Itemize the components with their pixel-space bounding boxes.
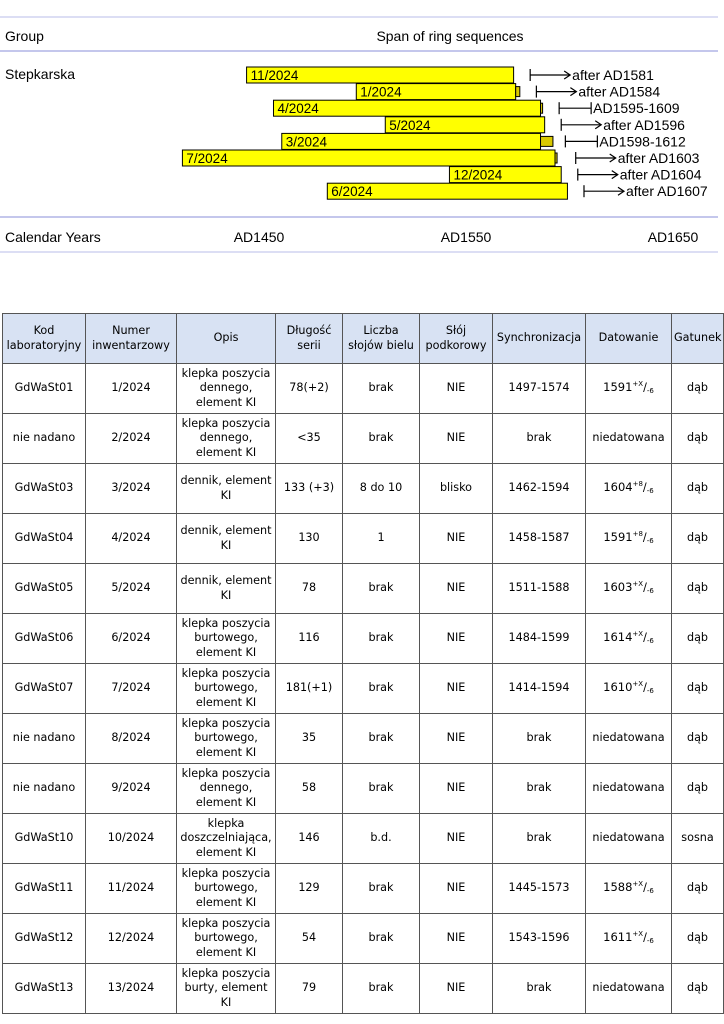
cell-gatunek: dąb bbox=[672, 464, 724, 514]
table-row bbox=[3, 414, 724, 464]
cell-datowanie: niedatowana bbox=[586, 764, 672, 814]
column-header: Długość serii bbox=[276, 314, 343, 364]
dating-sub: -6 bbox=[646, 537, 654, 546]
table-row bbox=[3, 914, 724, 964]
felling-label: after AD1603 bbox=[617, 150, 700, 166]
cell-gatunek: dąb bbox=[672, 414, 724, 464]
cell-datowanie bbox=[586, 914, 672, 964]
cell-opis: klepka poszycia burtowego, element KI bbox=[177, 614, 276, 664]
dating-sup: +X bbox=[632, 680, 644, 689]
felling-label: after AD1596 bbox=[603, 116, 685, 133]
sapwood-segment bbox=[516, 87, 520, 97]
cell-dlugosc: 129 bbox=[276, 864, 343, 914]
cell-podkorowy: NIE bbox=[420, 364, 493, 414]
dating-sup: +X bbox=[632, 930, 644, 939]
cell-datowanie: niedatowana bbox=[586, 714, 672, 764]
dating-year: 1611 bbox=[603, 930, 633, 945]
table-row bbox=[3, 464, 724, 514]
cell-biel: brak bbox=[343, 714, 420, 764]
cell-dlugosc: 35 bbox=[276, 714, 343, 764]
cell-podkorowy: NIE bbox=[420, 714, 493, 764]
chart-footer-label: Calendar Years bbox=[5, 229, 101, 245]
sequence-bars bbox=[182, 67, 708, 199]
cell-opis: klepka poszycia burtowego, element KI bbox=[177, 714, 276, 764]
cell-gatunek: dąb bbox=[672, 364, 724, 414]
column-header: Kod laboratoryjny bbox=[3, 314, 86, 364]
dating-sub: -6 bbox=[646, 387, 654, 396]
axis-ticks bbox=[234, 229, 699, 245]
cell-kod: GdWaSt01 bbox=[3, 364, 86, 414]
cell-kod: nie nadano bbox=[3, 764, 86, 814]
chart-group-name: Stepkarska bbox=[5, 66, 76, 82]
cell-dlugosc: 54 bbox=[276, 914, 343, 964]
dating-year: 1588 bbox=[603, 880, 633, 895]
dating-slash: / bbox=[643, 681, 647, 695]
cell-podkorowy: NIE bbox=[420, 664, 493, 714]
cell-gatunek: dąb bbox=[672, 764, 724, 814]
sequence-label: 12/2024 bbox=[453, 167, 503, 183]
cell-synchronizacja: 1497-1574 bbox=[493, 364, 586, 414]
cell-numer: 8/2024 bbox=[86, 714, 177, 764]
felling-label: after AD1604 bbox=[619, 166, 702, 183]
cell-numer: 2/2024 bbox=[86, 414, 177, 464]
cell-podkorowy: NIE bbox=[420, 414, 493, 464]
axis-tick-label: AD1450 bbox=[233, 229, 285, 245]
cell-gatunek: dąb bbox=[672, 514, 724, 564]
cell-kod: GdWaSt05 bbox=[3, 564, 86, 614]
column-header: Synchronizacja bbox=[493, 314, 586, 364]
dating-sup: +8 bbox=[632, 530, 643, 539]
cell-datowanie bbox=[586, 664, 672, 714]
dating-sub: -6 bbox=[646, 637, 654, 646]
felling-label: AD1595-1609 bbox=[593, 100, 680, 117]
cell-opis: klepka poszycia dennego, element KI bbox=[177, 364, 276, 414]
cell-numer: 5/2024 bbox=[86, 564, 177, 614]
cell-dlugosc: 146 bbox=[276, 814, 343, 864]
cell-biel: brak bbox=[343, 864, 420, 914]
cell-datowanie: niedatowana bbox=[586, 964, 672, 1014]
cell-gatunek: dąb bbox=[672, 664, 724, 714]
table-row bbox=[3, 514, 724, 564]
cell-biel: brak bbox=[343, 914, 420, 964]
cell-kod: GdWaSt07 bbox=[3, 664, 86, 714]
cell-podkorowy: blisko bbox=[420, 464, 493, 514]
dating-sub: -6 bbox=[646, 887, 654, 896]
chart-header-span: Span of ring sequences bbox=[376, 28, 524, 44]
cell-datowanie bbox=[586, 564, 672, 614]
cell-biel: brak bbox=[343, 614, 420, 664]
column-header: Numer inwentarzowy bbox=[86, 314, 177, 364]
cell-opis: klepka poszycia burtowego, element KI bbox=[177, 864, 276, 914]
sequence-label: 11/2024 bbox=[250, 68, 299, 83]
column-header: Datowanie bbox=[586, 314, 672, 364]
dating-year: 1591 bbox=[603, 530, 633, 545]
dating-slash: / bbox=[643, 931, 647, 945]
cell-podkorowy: NIE bbox=[420, 764, 493, 814]
cell-gatunek: dąb bbox=[672, 964, 724, 1014]
cell-dlugosc: 133 (+3) bbox=[276, 464, 343, 514]
cell-datowanie: niedatowana bbox=[586, 814, 672, 864]
felling-label: after AD1607 bbox=[625, 183, 708, 200]
cell-biel: brak bbox=[343, 414, 420, 464]
cell-biel: brak bbox=[343, 564, 420, 614]
cell-numer: 1/2024 bbox=[86, 364, 177, 414]
sapwood-segment bbox=[541, 103, 543, 113]
cell-kod: nie nadano bbox=[3, 714, 86, 764]
cell-numer: 3/2024 bbox=[86, 464, 177, 514]
table-row bbox=[3, 864, 724, 914]
cell-kod: GdWaSt12 bbox=[3, 914, 86, 964]
dating-table bbox=[2, 313, 724, 1014]
table-row bbox=[3, 614, 724, 664]
sequence-label: 5/2024 bbox=[389, 117, 431, 133]
column-header: Gatunek bbox=[672, 314, 724, 364]
sequence-label: 1/2024 bbox=[360, 84, 402, 100]
cell-opis: klepka poszycia burtowego, element KI bbox=[177, 914, 276, 964]
felling-label: AD1598-1612 bbox=[599, 133, 686, 150]
cell-dlugosc: 78 bbox=[276, 564, 343, 614]
dating-sub: -6 bbox=[646, 487, 654, 496]
sapwood-segment bbox=[541, 136, 553, 146]
dating-year: 1603 bbox=[603, 580, 633, 595]
felling-label: after AD1584 bbox=[578, 83, 661, 100]
cell-numer: 10/2024 bbox=[86, 814, 177, 864]
cell-opis: klepka poszycia burty, element KI bbox=[177, 964, 276, 1014]
dating-slash: / bbox=[643, 581, 647, 595]
dating-year: 1610 bbox=[603, 680, 633, 695]
cell-synchronizacja: brak bbox=[493, 764, 586, 814]
cell-opis: dennik, element KI bbox=[177, 514, 276, 564]
dating-sub: -6 bbox=[646, 687, 654, 696]
cell-dlugosc: 130 bbox=[276, 514, 343, 564]
cell-podkorowy: NIE bbox=[420, 964, 493, 1014]
sequence-label: 6/2024 bbox=[331, 184, 373, 200]
cell-dlugosc: 181(+1) bbox=[276, 664, 343, 714]
cell-opis: klepka poszycia burtowego, element KI bbox=[177, 664, 276, 714]
cell-datowanie bbox=[586, 464, 672, 514]
dating-sup: +8 bbox=[632, 480, 643, 489]
cell-numer: 9/2024 bbox=[86, 764, 177, 814]
cell-dlugosc: 79 bbox=[276, 964, 343, 1014]
dating-slash: / bbox=[642, 481, 647, 495]
dating-year: 1614 bbox=[603, 630, 633, 645]
cell-synchronizacja: brak bbox=[493, 414, 586, 464]
table-row bbox=[3, 964, 724, 1014]
cell-kod: nie nadano bbox=[3, 414, 86, 464]
cell-gatunek: dąb bbox=[672, 714, 724, 764]
dating-sup: +X bbox=[632, 630, 644, 639]
cell-kod: GdWaSt04 bbox=[3, 514, 86, 564]
dating-slash: / bbox=[643, 381, 647, 395]
cell-numer: 7/2024 bbox=[86, 664, 177, 714]
cell-opis: klepka poszycia dennego, element KI bbox=[177, 414, 276, 464]
cell-biel: brak bbox=[343, 664, 420, 714]
cell-datowanie: niedatowana bbox=[586, 414, 672, 464]
cell-kod: GdWaSt11 bbox=[3, 864, 86, 914]
table-row bbox=[3, 564, 724, 614]
cell-synchronizacja: brak bbox=[493, 714, 586, 764]
dating-year: 1604 bbox=[603, 480, 633, 495]
cell-podkorowy: NIE bbox=[420, 864, 493, 914]
cell-numer: 11/2024 bbox=[86, 864, 177, 914]
cell-podkorowy: NIE bbox=[420, 564, 493, 614]
cell-synchronizacja: brak bbox=[493, 814, 586, 864]
cell-biel: b.d. bbox=[343, 814, 420, 864]
cell-podkorowy: NIE bbox=[420, 914, 493, 964]
cell-kod: GdWaSt13 bbox=[3, 964, 86, 1014]
sequence-label: 4/2024 bbox=[277, 101, 319, 117]
cell-biel: 8 do 10 bbox=[343, 464, 420, 514]
cell-gatunek: dąb bbox=[672, 864, 724, 914]
cell-dlugosc: 58 bbox=[276, 764, 343, 814]
cell-gatunek: dąb bbox=[672, 914, 724, 964]
sequence-label: 3/2024 bbox=[285, 134, 328, 150]
cell-gatunek: sosna bbox=[672, 814, 724, 864]
cell-podkorowy: NIE bbox=[420, 514, 493, 564]
cell-datowanie bbox=[586, 614, 672, 664]
table-row bbox=[3, 714, 724, 764]
column-header: Opis bbox=[177, 314, 276, 364]
column-header: Słój podkorowy bbox=[420, 314, 493, 364]
cell-synchronizacja: 1462-1594 bbox=[493, 464, 586, 514]
cell-synchronizacja: 1458-1587 bbox=[493, 514, 586, 564]
cell-gatunek: dąb bbox=[672, 614, 724, 664]
sequence-label: 7/2024 bbox=[186, 151, 228, 166]
cell-dlugosc: 116 bbox=[276, 614, 343, 664]
table-row bbox=[3, 664, 724, 714]
cell-podkorowy: NIE bbox=[420, 814, 493, 864]
dating-sup: +X bbox=[632, 880, 644, 889]
dating-sub: -6 bbox=[646, 587, 654, 596]
chart-header-group: Group bbox=[5, 28, 44, 44]
cell-podkorowy: NIE bbox=[420, 614, 493, 664]
table-header-row bbox=[3, 314, 724, 364]
axis-tick-label: AD1550 bbox=[440, 229, 492, 245]
cell-datowanie bbox=[586, 864, 672, 914]
cell-datowanie bbox=[586, 364, 672, 414]
ring-sequence-chart bbox=[0, 0, 724, 260]
cell-numer: 13/2024 bbox=[86, 964, 177, 1014]
cell-synchronizacja: 1484-1599 bbox=[493, 614, 586, 664]
dating-year: 1591 bbox=[603, 380, 633, 395]
dating-sup: +X bbox=[632, 380, 644, 389]
cell-opis: klepka poszycia dennego, element KI bbox=[177, 764, 276, 814]
dating-slash: / bbox=[643, 881, 647, 895]
cell-synchronizacja: 1543-1596 bbox=[493, 914, 586, 964]
felling-label: after AD1581 bbox=[572, 67, 654, 83]
dating-sup: +X bbox=[632, 580, 644, 589]
table-row bbox=[3, 364, 724, 414]
sequence-bar bbox=[182, 150, 555, 166]
cell-dlugosc: 78(+2) bbox=[276, 364, 343, 414]
cell-opis: klepka doszczelniająca, element KI bbox=[177, 814, 276, 864]
cell-synchronizacja: brak bbox=[493, 964, 586, 1014]
column-header: Liczba słojów bielu bbox=[343, 314, 420, 364]
cell-numer: 12/2024 bbox=[86, 914, 177, 964]
cell-gatunek: dąb bbox=[672, 564, 724, 614]
cell-opis: dennik, element KI bbox=[177, 464, 276, 514]
cell-kod: GdWaSt06 bbox=[3, 614, 86, 664]
cell-dlugosc: <35 bbox=[276, 414, 343, 464]
dating-slash: / bbox=[642, 531, 647, 545]
cell-synchronizacja: 1511-1588 bbox=[493, 564, 586, 614]
dating-slash: / bbox=[643, 631, 647, 645]
cell-synchronizacja: 1445-1573 bbox=[493, 864, 586, 914]
dating-sub: -6 bbox=[646, 937, 654, 946]
cell-numer: 6/2024 bbox=[86, 614, 177, 664]
cell-kod: GdWaSt03 bbox=[3, 464, 86, 514]
table-row bbox=[3, 764, 724, 814]
cell-biel: 1 bbox=[343, 514, 420, 564]
cell-synchronizacja: 1414-1594 bbox=[493, 664, 586, 714]
sapwood-segment bbox=[555, 153, 557, 163]
cell-biel: brak bbox=[343, 964, 420, 1014]
table-row bbox=[3, 814, 724, 864]
cell-biel: brak bbox=[343, 764, 420, 814]
cell-datowanie bbox=[586, 514, 672, 564]
cell-kod: GdWaSt10 bbox=[3, 814, 86, 864]
cell-biel: brak bbox=[343, 364, 420, 414]
cell-opis: dennik, element KI bbox=[177, 564, 276, 614]
axis-tick-label: AD1650 bbox=[647, 229, 699, 245]
cell-numer: 4/2024 bbox=[86, 514, 177, 564]
